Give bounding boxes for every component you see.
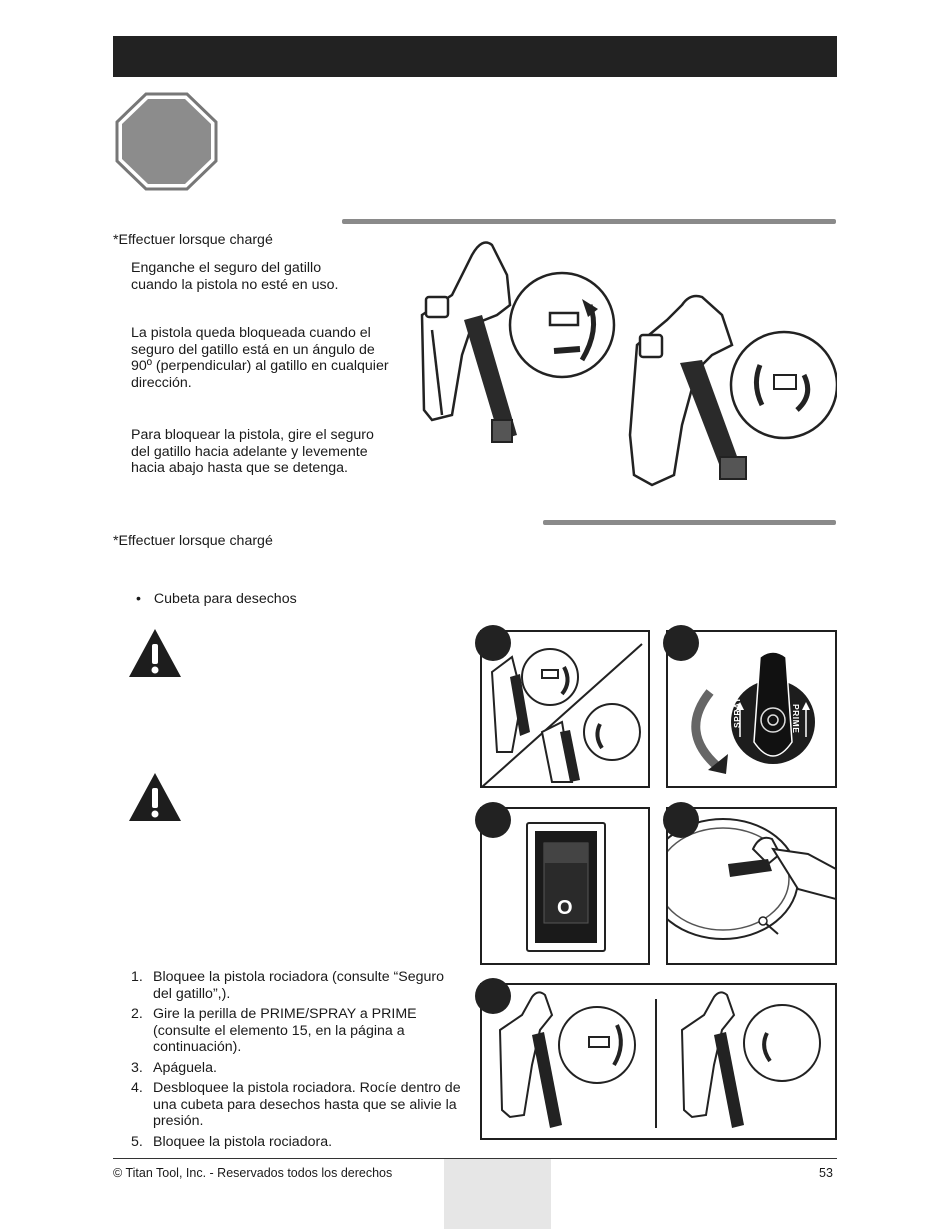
- step-badge: [475, 625, 511, 661]
- section-rule: [342, 219, 836, 224]
- step-item: [131, 1060, 461, 1077]
- knob-label-prime: PRIME: [791, 704, 801, 734]
- warning-icon: [127, 771, 183, 823]
- bullet-item: [136, 591, 297, 608]
- warning-icon: [127, 627, 183, 679]
- page-number: 53: [819, 1166, 833, 1180]
- footer-tab: [444, 1159, 551, 1229]
- step-badge: [475, 802, 511, 838]
- step-text: Apáguela.: [153, 1059, 217, 1076]
- step-item: [131, 969, 461, 1002]
- trigger-lock-illustration: [412, 235, 837, 497]
- section-rule: [543, 520, 836, 525]
- bullet-text: Cubeta para desechos: [153, 591, 297, 607]
- power-switch-illustration: [482, 809, 650, 965]
- step-number: 1.: [131, 969, 143, 985]
- switch-label: O: [557, 897, 573, 919]
- stop-sign-icon: [115, 92, 218, 191]
- paragraph: Para bloquear la pistola, gire el seguro del gatillo hacia adelante y levemente hacia abajo hasta que se detenga.: [131, 427, 374, 476]
- knob-label-spray: SPRAY: [732, 696, 742, 728]
- step-text: Desbloquee la pistola rociadora. Rocíe dentro de una cubeta para desechos hasta que se alivie la presión.: [153, 1080, 461, 1129]
- header-bar: [113, 36, 837, 77]
- gun-lock-illustration: [482, 632, 650, 788]
- step-item: [131, 1080, 461, 1130]
- step-text: Gire la perilla de PRIME/SPRAY a PRIME (consulte el elemento 15, en la página a continuación).: [153, 1006, 417, 1055]
- paragraph: La pistola queda bloqueada cuando el seguro del gatillo está en un ángulo de 90º (perpendicular) al gatillo en cualquier dirección.: [131, 325, 389, 391]
- step-number: 3.: [131, 1059, 143, 1076]
- paragraph: Enganche el seguro del gatillo cuando la pistola no esté en uso.: [131, 260, 339, 293]
- step-number: 5.: [131, 1133, 143, 1150]
- section-note: *Effectuer lorsque chargé: [113, 232, 273, 248]
- step-text: Bloquee la pistola rociadora (consulte “Seguro del gatillo”,).: [153, 969, 445, 1002]
- footer-copyright: © Titan Tool, Inc. - Reservados todos los derechos: [113, 1166, 393, 1180]
- step-item: [131, 1134, 461, 1151]
- steps-list: [131, 969, 461, 1154]
- step-badge: [475, 978, 511, 1014]
- step-badge: [663, 625, 699, 661]
- step-number: 4.: [131, 1080, 143, 1096]
- figure-panel-lock-unlock: [480, 983, 837, 1140]
- lock-unlock-illustration: [482, 985, 837, 1140]
- step-text: Bloquee la pistola rociadora.: [153, 1133, 333, 1150]
- step-badge: [663, 802, 699, 838]
- step-number: 2.: [131, 1006, 143, 1022]
- bullet-mark: •: [136, 591, 141, 607]
- step-item: [131, 1006, 461, 1056]
- section-note: *Effectuer lorsque chargé: [113, 533, 273, 549]
